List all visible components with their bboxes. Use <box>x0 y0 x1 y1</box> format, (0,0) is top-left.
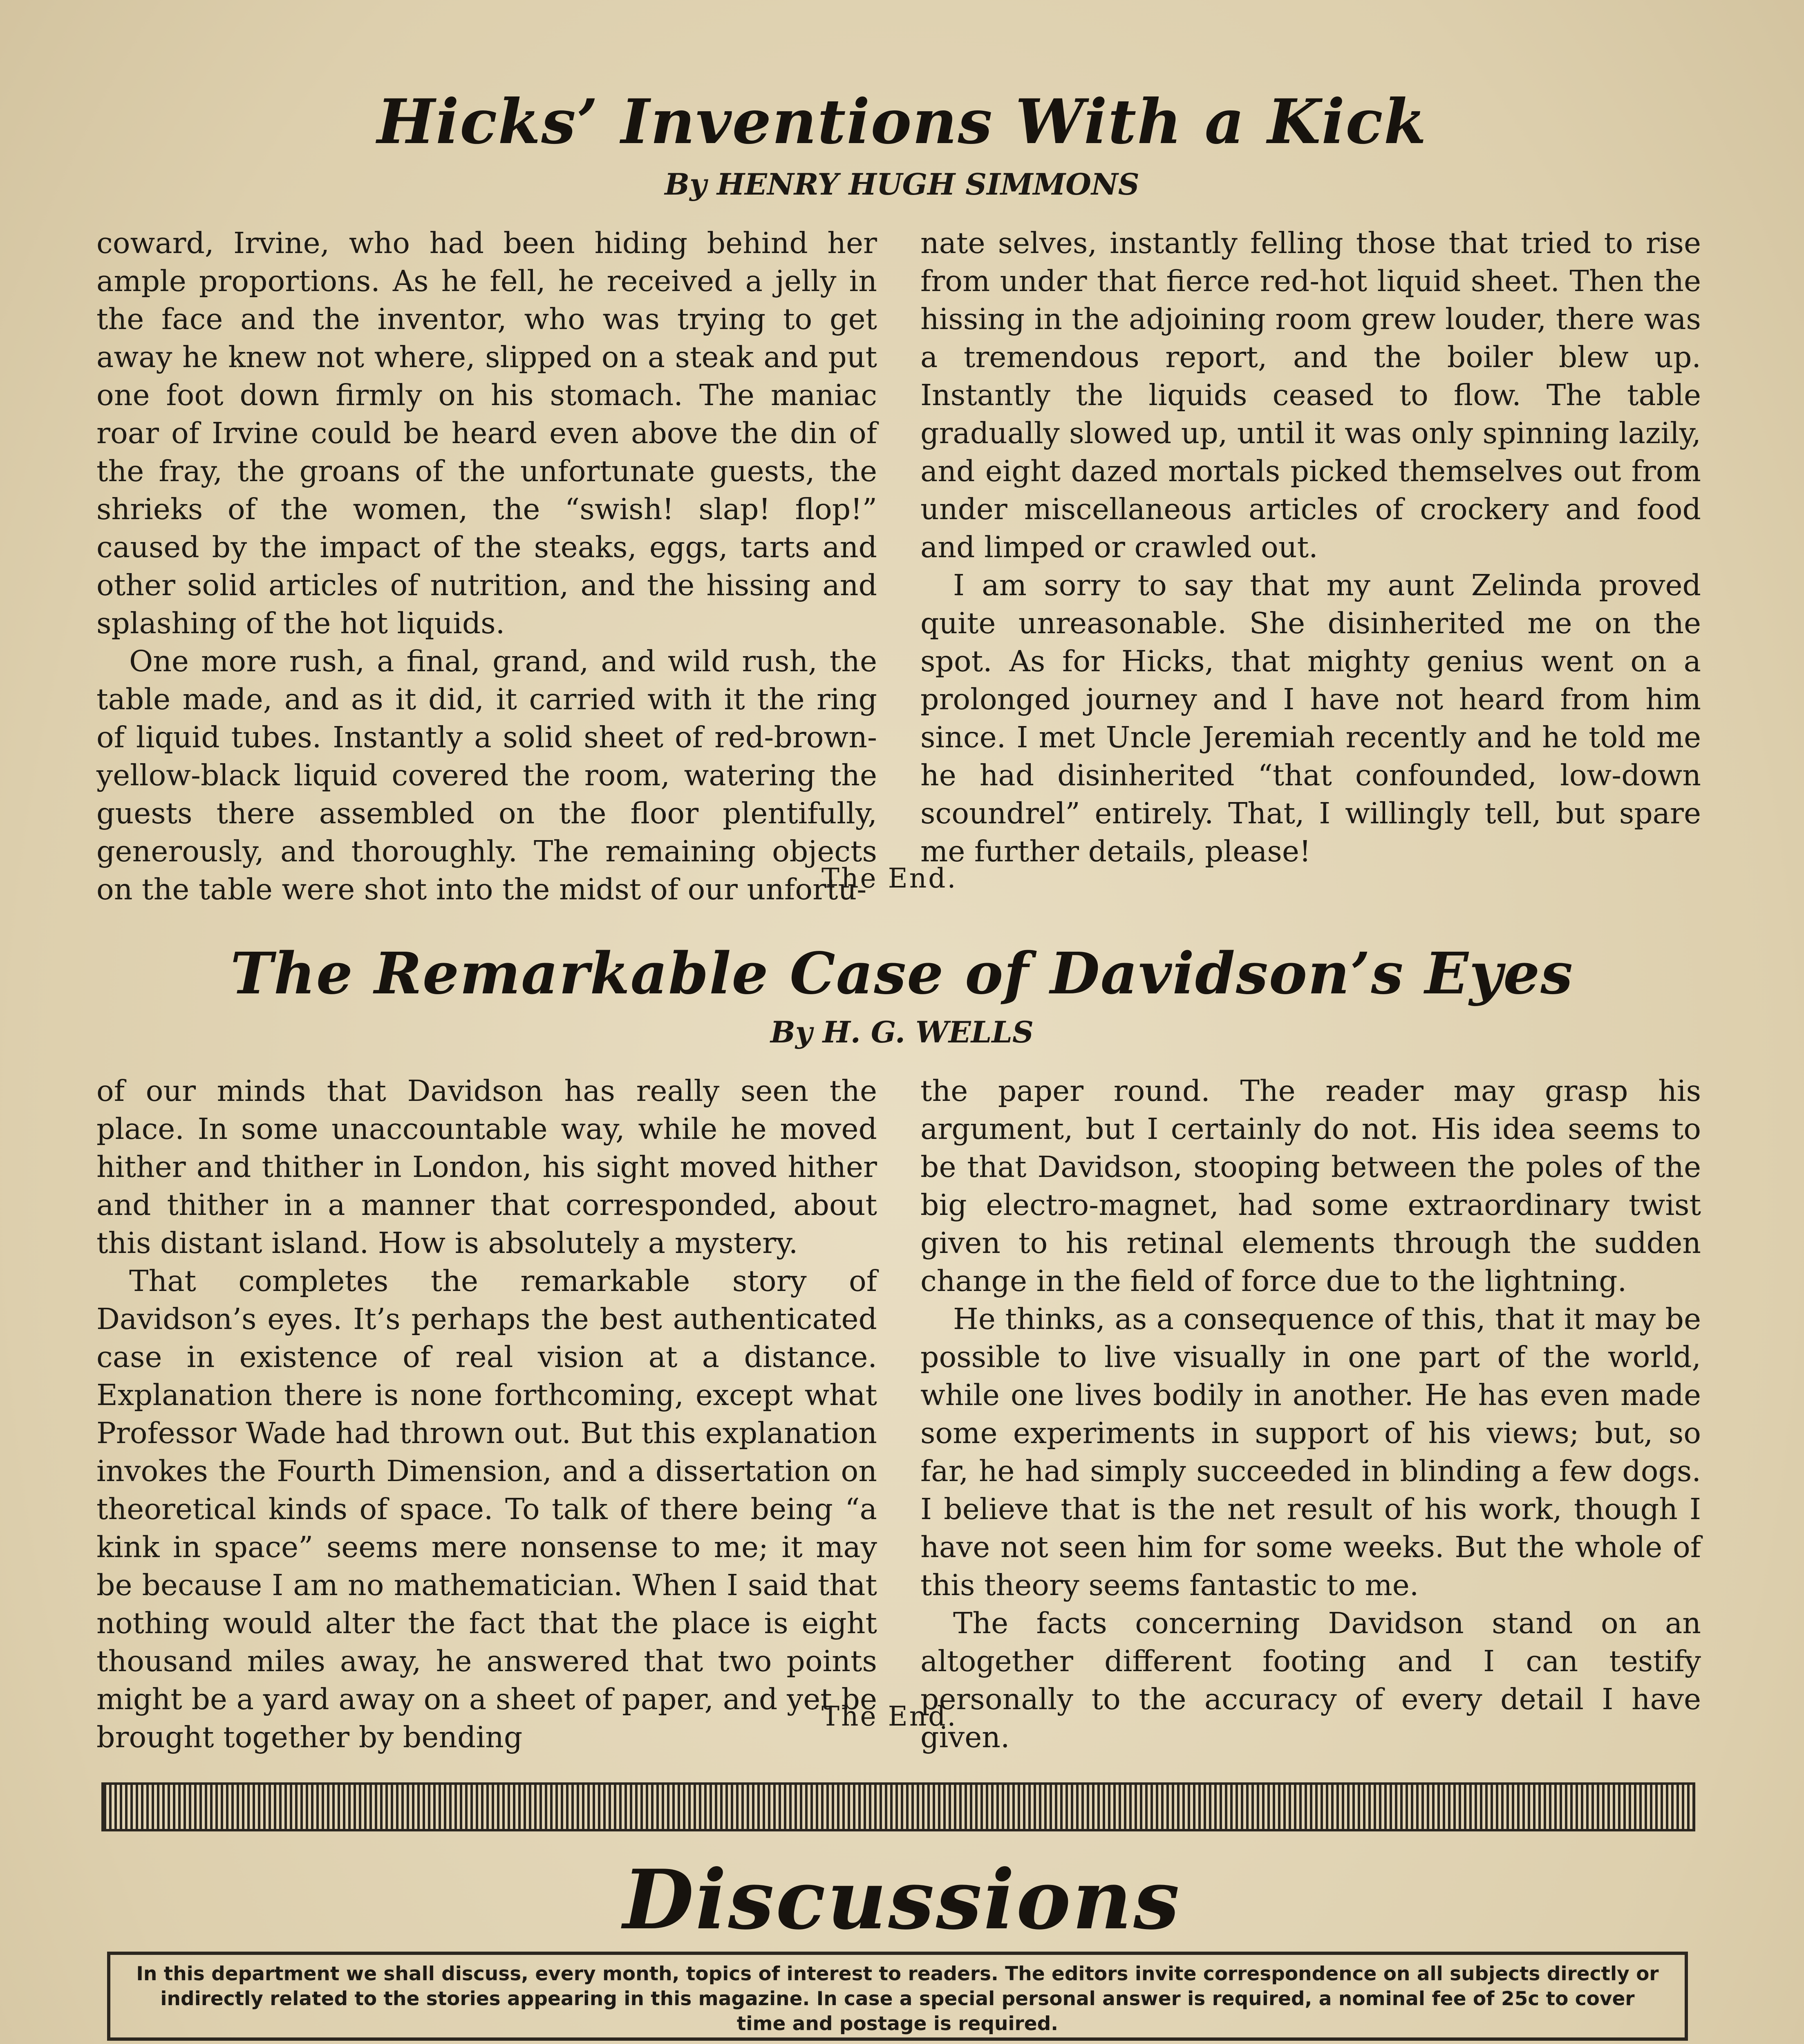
story1-left-column <box>96 224 877 908</box>
story1-the-end: The End. <box>821 863 958 894</box>
paragraph: He thinks, as a consequence of this, that it may be possible to live visually in one part of the world, while one lives bodily in another. He has even made some experiments in support of his views; but, so far, he had simply succeeded in blinding a few dogs. I believe that is the net result of his work, though I have not seen him for some weeks. But the whole of this theory seems fantastic to me. <box>920 1302 1701 1602</box>
discussions-title: Discussions <box>623 1852 1181 1948</box>
discussions-note-box <box>107 1952 1688 2041</box>
paragraph: The facts concerning Davidson stand on an altogether different footing and I can testify personally to the accuracy of every detail I have given. <box>920 1606 1701 1754</box>
discussions-note: In this department we shall discuss, every month, topics of interest to readers. The editors invite correspondence on all subjects directly or indirectly related to the stories appearing in this magazine. In case a special personal answer is required, a nominal fee of 25c to cover time and postage is required. <box>136 1963 1659 2035</box>
paragraph: That completes the remarkable story of Davidson’s eyes. It’s perhaps the best authenticated case in existence of real vision at a distance. Explanation there is none forthcoming, except what Professor Wade had thrown out. But this explanation invokes the Fourth Dimension, and a dissertation on theoretical kinds of space. To talk of there being “a kink in space” seems mere nonsense to me; it may be because I am no mathematician. When I said that nothing would alter the fact that the place is eight thousand miles away, he answered that two points might be a yard away on a sheet of paper, and yet be brought together by bending <box>96 1264 877 1754</box>
story1-title: Hicks’ Inventions With a Kick <box>377 86 1427 158</box>
story1-right-column <box>920 224 1701 870</box>
story2-the-end: The End. <box>821 1701 958 1732</box>
paragraph: of our minds that Davidson has really seen the place. In some unaccountable way, while he moved hither and thither in London, his sight moved hither and thither in a manner that corresponded, about this distant island. How is absolutely a mystery. <box>96 1074 877 1260</box>
story2-right-column <box>920 1072 1701 1756</box>
paragraph: One more rush, a final, grand, and wild rush, the table made, and as it did, it carried with it the ring of liquid tubes. Instantly a solid sheet of red-brown-yellow-black liquid covered the room, watering the guests there assembled on the floor plentifully, generously, and thoroughly. The remaining objects on the table were shot into the midst of our unfortu- <box>96 644 877 906</box>
story2-title: The Remarkable Case of Davidson’s Eyes <box>230 940 1574 1007</box>
paragraph: nate selves, instantly felling those that tried to rise from under that fierce red-hot liquid sheet. Then the hissing in the adjoining room grew louder, there was a tremendous report, and the boiler blew up. Instantly the liquids ceased to flow. The table gradually slowed up, until it was only spinning lazily, and eight dazed mortals picked themselves out from under miscellaneous articles of crockery and food and limped or crawled out. <box>920 226 1701 564</box>
paragraph: I am sorry to say that my aunt Zelinda proved quite unreasonable. She disinherited me on the spot. As for Hicks, that mighty genius went on a prolonged journey and I have not heard from him since. I met Uncle Jeremiah recently and he told me he had disinherited “that confounded, low-down scoundrel” entirely. That, I willingly tell, but spare me further details, please! <box>920 568 1701 868</box>
decorative-divider <box>101 1782 1695 1831</box>
story1-byline: By HENRY HUGH SIMMONS <box>665 167 1139 202</box>
paragraph: coward, Irvine, who had been hiding behind her ample proportions. As he fell, he received a jelly in the face and the inventor, who was trying to get away he knew not where, slipped on a steak and put one foot down firmly on his stomach. The maniac roar of Irvine could be heard even above the din of the fray, the groans of the unfortunate guests, the shrieks of the women, the “swish! slap! flop!” caused by the impact of the steaks, eggs, tarts and other solid articles of nutrition, and the hissing and splashing of the hot liquids. <box>96 226 877 640</box>
story2-byline: By H. G. WELLS <box>770 1015 1034 1049</box>
paragraph: the paper round. The reader may grasp his argument, but I certainly do not. His idea seems to be that Davidson, stooping between the poles of the big electro-magnet, had some extraordinary twist given to his retinal elements through the sudden change in the field of force due to the lightning. <box>920 1074 1701 1298</box>
story2-left-column <box>96 1072 877 1756</box>
